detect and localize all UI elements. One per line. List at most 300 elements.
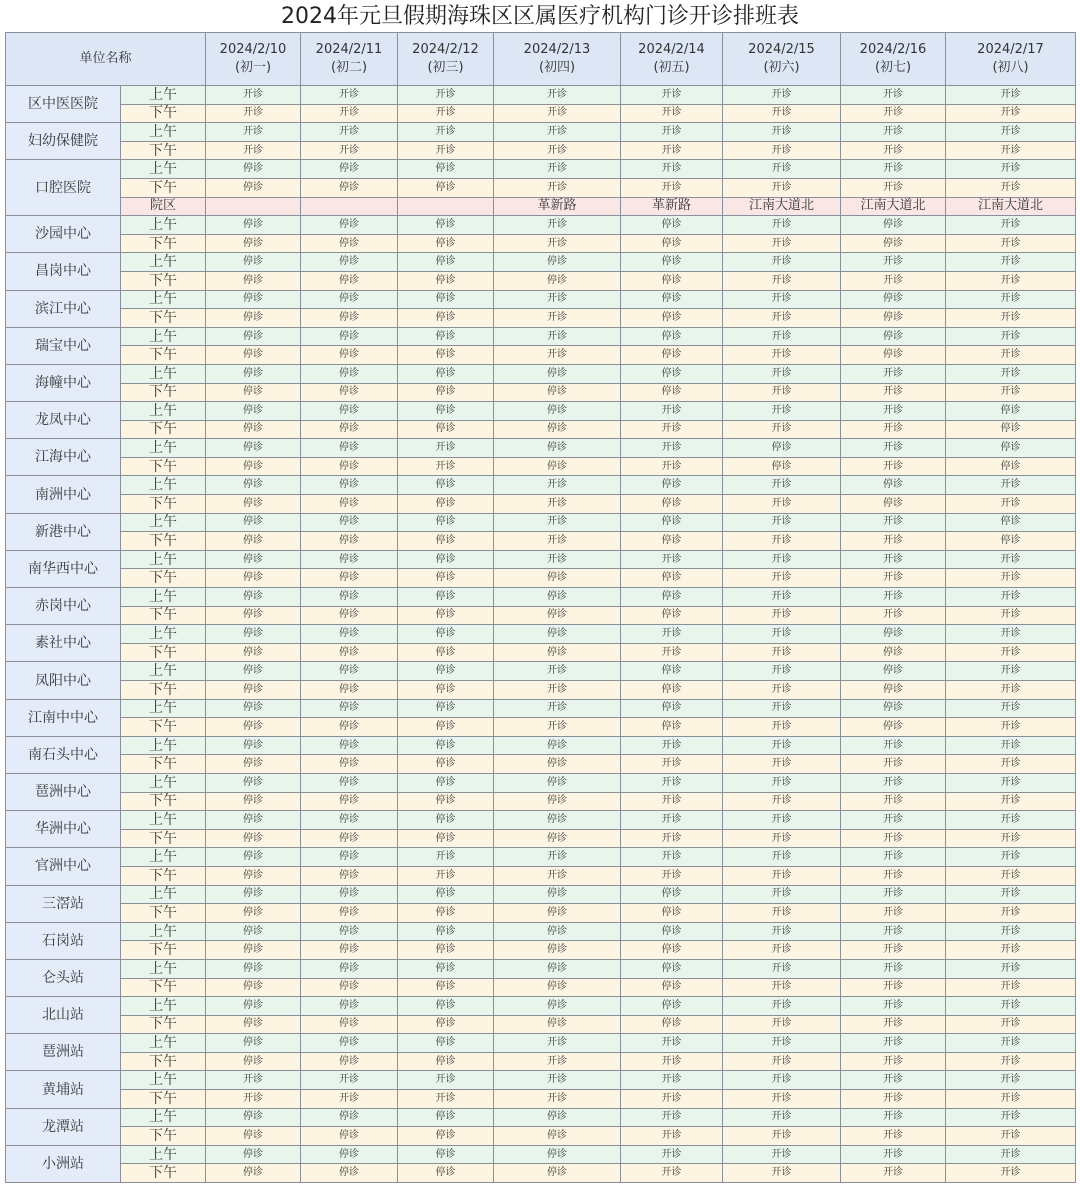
date-header [946,33,1076,86]
status-cell: 停诊 [494,1108,621,1127]
status-cell: 停诊 [621,699,723,718]
unit-name: 华洲中心 [6,811,121,848]
status-cell: 停诊 [206,885,301,904]
period-label: 下午 [121,457,206,476]
status-cell: 开诊 [946,495,1076,514]
status-cell: 开诊 [723,290,841,309]
status-cell: 停诊 [206,681,301,700]
status-cell: 停诊 [301,569,398,588]
status-cell: 停诊 [621,718,723,737]
period-label: 下午 [121,1090,206,1109]
status-cell: 停诊 [494,383,621,402]
period-label: 上午 [121,216,206,235]
status-cell: 开诊 [723,550,841,569]
status-cell: 停诊 [723,457,841,476]
status-cell: 开诊 [494,718,621,737]
period-label: 上午 [121,1145,206,1164]
status-cell: 停诊 [841,346,946,365]
status-cell [398,197,494,216]
table-row [6,1034,1076,1053]
status-cell: 开诊 [494,178,621,197]
status-cell: 停诊 [301,1164,398,1183]
table-row [6,755,1076,774]
table-row [6,1052,1076,1071]
table-row [6,662,1076,681]
status-cell: 停诊 [398,1052,494,1071]
lunar-label: (初六) [763,60,800,75]
status-cell: 停诊 [398,216,494,235]
table-row [6,811,1076,830]
status-cell: 开诊 [946,699,1076,718]
status-cell: 开诊 [841,569,946,588]
unit-name: 龙潭站 [6,1108,121,1145]
status-cell: 开诊 [946,160,1076,179]
status-cell: 开诊 [621,792,723,811]
table-row [6,997,1076,1016]
status-cell: 开诊 [841,532,946,551]
status-cell: 停诊 [494,364,621,383]
status-cell: 停诊 [841,327,946,346]
period-label: 下午 [121,234,206,253]
status-cell: 停诊 [621,978,723,997]
status-cell: 开诊 [723,1090,841,1109]
status-cell: 开诊 [621,104,723,123]
table-row [6,1090,1076,1109]
status-cell: 开诊 [301,86,398,105]
status-cell: 停诊 [621,271,723,290]
table-row [6,941,1076,960]
status-cell: 停诊 [946,439,1076,458]
table-row [6,904,1076,923]
status-cell: 开诊 [841,773,946,792]
period-label: 下午 [121,420,206,439]
status-cell: 停诊 [398,1015,494,1034]
period-label: 下午 [121,1164,206,1183]
status-cell: 停诊 [206,513,301,532]
unit-name: 滨江中心 [6,290,121,327]
status-cell: 停诊 [301,364,398,383]
period-label: 下午 [121,829,206,848]
status-cell: 开诊 [841,364,946,383]
status-cell: 停诊 [398,178,494,197]
status-cell: 开诊 [841,904,946,923]
status-cell: 开诊 [946,625,1076,644]
status-cell: 开诊 [494,309,621,328]
status-cell: 停诊 [301,402,398,421]
status-cell: 开诊 [946,959,1076,978]
status-cell: 停诊 [301,736,398,755]
status-cell: 停诊 [206,457,301,476]
lunar-label: (初八) [992,60,1029,75]
status-cell: 开诊 [494,513,621,532]
status-cell: 停诊 [621,959,723,978]
status-cell: 开诊 [946,662,1076,681]
status-cell: 开诊 [841,922,946,941]
period-label: 下午 [121,904,206,923]
status-cell: 停诊 [301,532,398,551]
status-cell: 开诊 [841,755,946,774]
status-cell: 开诊 [723,792,841,811]
status-cell: 开诊 [494,1071,621,1090]
status-cell: 停诊 [841,309,946,328]
status-cell: 停诊 [841,234,946,253]
status-cell: 停诊 [301,904,398,923]
status-cell: 开诊 [723,736,841,755]
status-cell: 停诊 [398,736,494,755]
status-cell: 开诊 [723,681,841,700]
status-cell: 停诊 [494,811,621,830]
status-cell: 开诊 [841,178,946,197]
period-label: 上午 [121,1108,206,1127]
unit-name: 区中医医院 [6,86,121,123]
status-cell: 停诊 [398,402,494,421]
status-cell: 停诊 [621,569,723,588]
status-cell: 停诊 [301,420,398,439]
status-cell: 开诊 [946,1108,1076,1127]
period-label: 上午 [121,476,206,495]
status-cell: 停诊 [621,922,723,941]
status-cell: 停诊 [621,606,723,625]
status-cell: 停诊 [946,513,1076,532]
status-cell: 停诊 [301,1127,398,1146]
table-row [6,532,1076,551]
status-cell: 停诊 [398,997,494,1016]
table-row [6,104,1076,123]
unit-name: 沙园中心 [6,216,121,253]
period-label: 上午 [121,402,206,421]
status-cell: 停诊 [206,736,301,755]
status-cell: 开诊 [946,104,1076,123]
status-cell: 停诊 [398,1127,494,1146]
status-cell: 停诊 [206,699,301,718]
status-cell: 停诊 [621,327,723,346]
unit-name: 小洲站 [6,1145,121,1182]
status-cell: 开诊 [841,1034,946,1053]
status-cell: 开诊 [494,290,621,309]
period-label: 上午 [121,997,206,1016]
status-cell: 停诊 [206,643,301,662]
status-cell: 停诊 [206,1034,301,1053]
status-cell: 开诊 [946,1127,1076,1146]
status-cell: 开诊 [841,160,946,179]
status-cell: 开诊 [841,588,946,607]
status-cell: 开诊 [494,699,621,718]
status-cell: 开诊 [946,550,1076,569]
status-cell: 停诊 [301,922,398,941]
status-cell: 开诊 [841,866,946,885]
lunar-label: (初四) [538,60,576,75]
status-cell: 停诊 [946,420,1076,439]
unit-name: 石岗站 [6,922,121,959]
table-row [6,495,1076,514]
status-cell: 停诊 [398,904,494,923]
status-cell: 停诊 [301,811,398,830]
status-cell: 停诊 [206,290,301,309]
page-title: 2024年元旦假期海珠区区属医疗机构门诊开诊排班表 [281,4,799,29]
status-cell: 开诊 [841,550,946,569]
status-cell: 停诊 [301,941,398,960]
table-row [6,86,1076,105]
status-cell: 开诊 [621,866,723,885]
status-cell: 开诊 [723,866,841,885]
status-cell: 停诊 [301,253,398,272]
status-cell: 停诊 [301,271,398,290]
status-cell: 开诊 [621,736,723,755]
status-cell: 开诊 [494,1052,621,1071]
status-cell: 开诊 [946,309,1076,328]
table-row [6,643,1076,662]
status-cell: 开诊 [494,141,621,160]
status-cell: 开诊 [723,104,841,123]
status-cell: 停诊 [398,271,494,290]
status-cell: 开诊 [621,755,723,774]
status-cell: 开诊 [723,1164,841,1183]
period-label: 下午 [121,1052,206,1071]
period-label: 下午 [121,104,206,123]
status-cell: 开诊 [841,86,946,105]
status-cell: 开诊 [398,1071,494,1090]
status-cell: 停诊 [206,1127,301,1146]
table-row [6,681,1076,700]
period-label: 上午 [121,439,206,458]
status-cell: 开诊 [946,383,1076,402]
status-cell: 停诊 [301,1034,398,1053]
status-cell: 开诊 [841,439,946,458]
status-cell: 停诊 [398,495,494,514]
status-cell: 停诊 [398,327,494,346]
status-cell: 停诊 [621,885,723,904]
table-row [6,792,1076,811]
status-cell: 开诊 [946,271,1076,290]
period-label: 下午 [121,383,206,402]
status-cell: 停诊 [398,755,494,774]
table-row [6,699,1076,718]
table-row [6,1071,1076,1090]
status-cell: 停诊 [301,234,398,253]
status-cell: 开诊 [841,457,946,476]
status-cell: 停诊 [398,1145,494,1164]
status-cell: 停诊 [946,532,1076,551]
status-cell: 停诊 [398,476,494,495]
status-cell: 停诊 [301,457,398,476]
status-cell: 停诊 [841,699,946,718]
table-row [6,290,1076,309]
status-cell: 停诊 [398,234,494,253]
status-cell: 开诊 [301,141,398,160]
status-cell: 开诊 [841,420,946,439]
status-cell: 停诊 [398,959,494,978]
status-cell: 开诊 [946,364,1076,383]
table-row [6,309,1076,328]
status-cell: 开诊 [723,699,841,718]
status-cell: 停诊 [398,346,494,365]
status-cell: 革新路 [494,197,621,216]
unit-name: 新港中心 [6,513,121,550]
status-cell: 开诊 [946,234,1076,253]
period-label: 下午 [121,271,206,290]
status-cell: 开诊 [841,978,946,997]
status-cell: 开诊 [723,625,841,644]
status-cell: 停诊 [206,811,301,830]
period-label: 下午 [121,178,206,197]
status-cell: 开诊 [946,941,1076,960]
status-cell: 停诊 [621,216,723,235]
status-cell: 开诊 [723,829,841,848]
status-cell: 开诊 [841,141,946,160]
status-cell: 开诊 [723,1052,841,1071]
status-cell: 停诊 [494,588,621,607]
table-row [6,253,1076,272]
period-label: 下午 [121,606,206,625]
unit-name: 妇幼保健院 [6,123,121,160]
status-cell: 开诊 [946,643,1076,662]
status-cell: 停诊 [398,625,494,644]
period-label: 下午 [121,532,206,551]
status-cell: 开诊 [494,1034,621,1053]
period-label: 上午 [121,773,206,792]
status-cell: 开诊 [398,86,494,105]
status-cell: 停诊 [206,773,301,792]
status-cell: 开诊 [946,178,1076,197]
status-cell: 停诊 [398,643,494,662]
period-label: 下午 [121,309,206,328]
status-cell: 停诊 [206,1015,301,1034]
status-cell: 停诊 [494,643,621,662]
status-cell: 停诊 [206,922,301,941]
status-cell: 停诊 [398,885,494,904]
status-cell: 开诊 [723,1071,841,1090]
date-header [206,33,301,86]
date-label: 2024/2/10 [219,42,287,57]
table-row [6,216,1076,235]
status-cell: 开诊 [946,848,1076,867]
status-cell: 停诊 [621,234,723,253]
status-cell: 停诊 [398,773,494,792]
lunar-label: (初五) [653,60,690,75]
status-cell: 停诊 [841,718,946,737]
status-cell: 开诊 [946,681,1076,700]
status-cell: 停诊 [206,569,301,588]
status-cell: 开诊 [398,848,494,867]
unit-name: 昌岗中心 [6,253,121,290]
status-cell: 停诊 [398,922,494,941]
status-cell: 停诊 [398,383,494,402]
status-cell: 开诊 [723,569,841,588]
status-cell: 开诊 [723,1145,841,1164]
table-row [6,346,1076,365]
table-row [6,569,1076,588]
table-row [6,978,1076,997]
table-row [6,736,1076,755]
period-label: 上午 [121,662,206,681]
status-cell: 开诊 [946,773,1076,792]
status-cell: 停诊 [494,253,621,272]
unit-name: 北山站 [6,997,121,1034]
status-cell: 停诊 [494,569,621,588]
status-cell: 停诊 [621,941,723,960]
status-cell: 开诊 [621,123,723,142]
table-row [6,327,1076,346]
status-cell: 开诊 [723,327,841,346]
status-cell: 停诊 [206,383,301,402]
status-cell: 开诊 [206,86,301,105]
status-cell: 停诊 [206,997,301,1016]
status-cell: 停诊 [621,476,723,495]
status-cell: 开诊 [723,588,841,607]
status-cell: 江南大道北 [841,197,946,216]
status-cell: 开诊 [723,1127,841,1146]
status-cell: 停诊 [301,662,398,681]
table-row [6,829,1076,848]
date-label: 2024/2/14 [638,42,705,57]
date-header [723,33,841,86]
status-cell: 停诊 [206,1145,301,1164]
table-row [6,123,1076,142]
table-row [6,383,1076,402]
status-cell: 停诊 [494,625,621,644]
status-cell: 开诊 [841,513,946,532]
status-cell: 开诊 [723,123,841,142]
date-label: 2024/2/17 [977,42,1044,57]
unit-name: 南洲中心 [6,476,121,513]
table-row [6,457,1076,476]
status-cell: 开诊 [841,811,946,830]
status-cell: 开诊 [841,959,946,978]
period-label: 下午 [121,643,206,662]
status-cell: 开诊 [621,773,723,792]
status-cell: 开诊 [723,885,841,904]
status-cell: 开诊 [841,941,946,960]
status-cell: 停诊 [301,495,398,514]
period-label: 下午 [121,346,206,365]
status-cell: 停诊 [398,811,494,830]
status-cell: 开诊 [301,1071,398,1090]
status-cell: 开诊 [621,829,723,848]
status-cell: 停诊 [301,997,398,1016]
period-label: 上午 [121,86,206,105]
period-label: 上午 [121,364,206,383]
status-cell: 开诊 [946,1164,1076,1183]
status-cell: 开诊 [398,439,494,458]
status-cell: 停诊 [301,383,398,402]
status-cell: 开诊 [946,922,1076,941]
status-cell: 开诊 [494,346,621,365]
status-cell: 停诊 [621,681,723,700]
table-row [6,420,1076,439]
status-cell: 停诊 [494,922,621,941]
status-cell: 停诊 [494,1145,621,1164]
status-cell: 开诊 [723,402,841,421]
status-cell: 停诊 [206,941,301,960]
status-cell: 开诊 [841,402,946,421]
status-cell: 开诊 [946,123,1076,142]
status-cell: 开诊 [841,1090,946,1109]
status-cell: 开诊 [723,513,841,532]
status-cell: 开诊 [301,1090,398,1109]
status-cell: 停诊 [206,829,301,848]
status-cell: 停诊 [946,457,1076,476]
table-row [6,234,1076,253]
status-cell: 停诊 [621,253,723,272]
status-cell: 停诊 [301,792,398,811]
table-row [6,178,1076,197]
status-cell: 停诊 [723,439,841,458]
status-cell: 停诊 [398,550,494,569]
status-cell: 停诊 [841,662,946,681]
status-cell: 停诊 [301,160,398,179]
status-cell: 停诊 [398,364,494,383]
table-row [6,625,1076,644]
